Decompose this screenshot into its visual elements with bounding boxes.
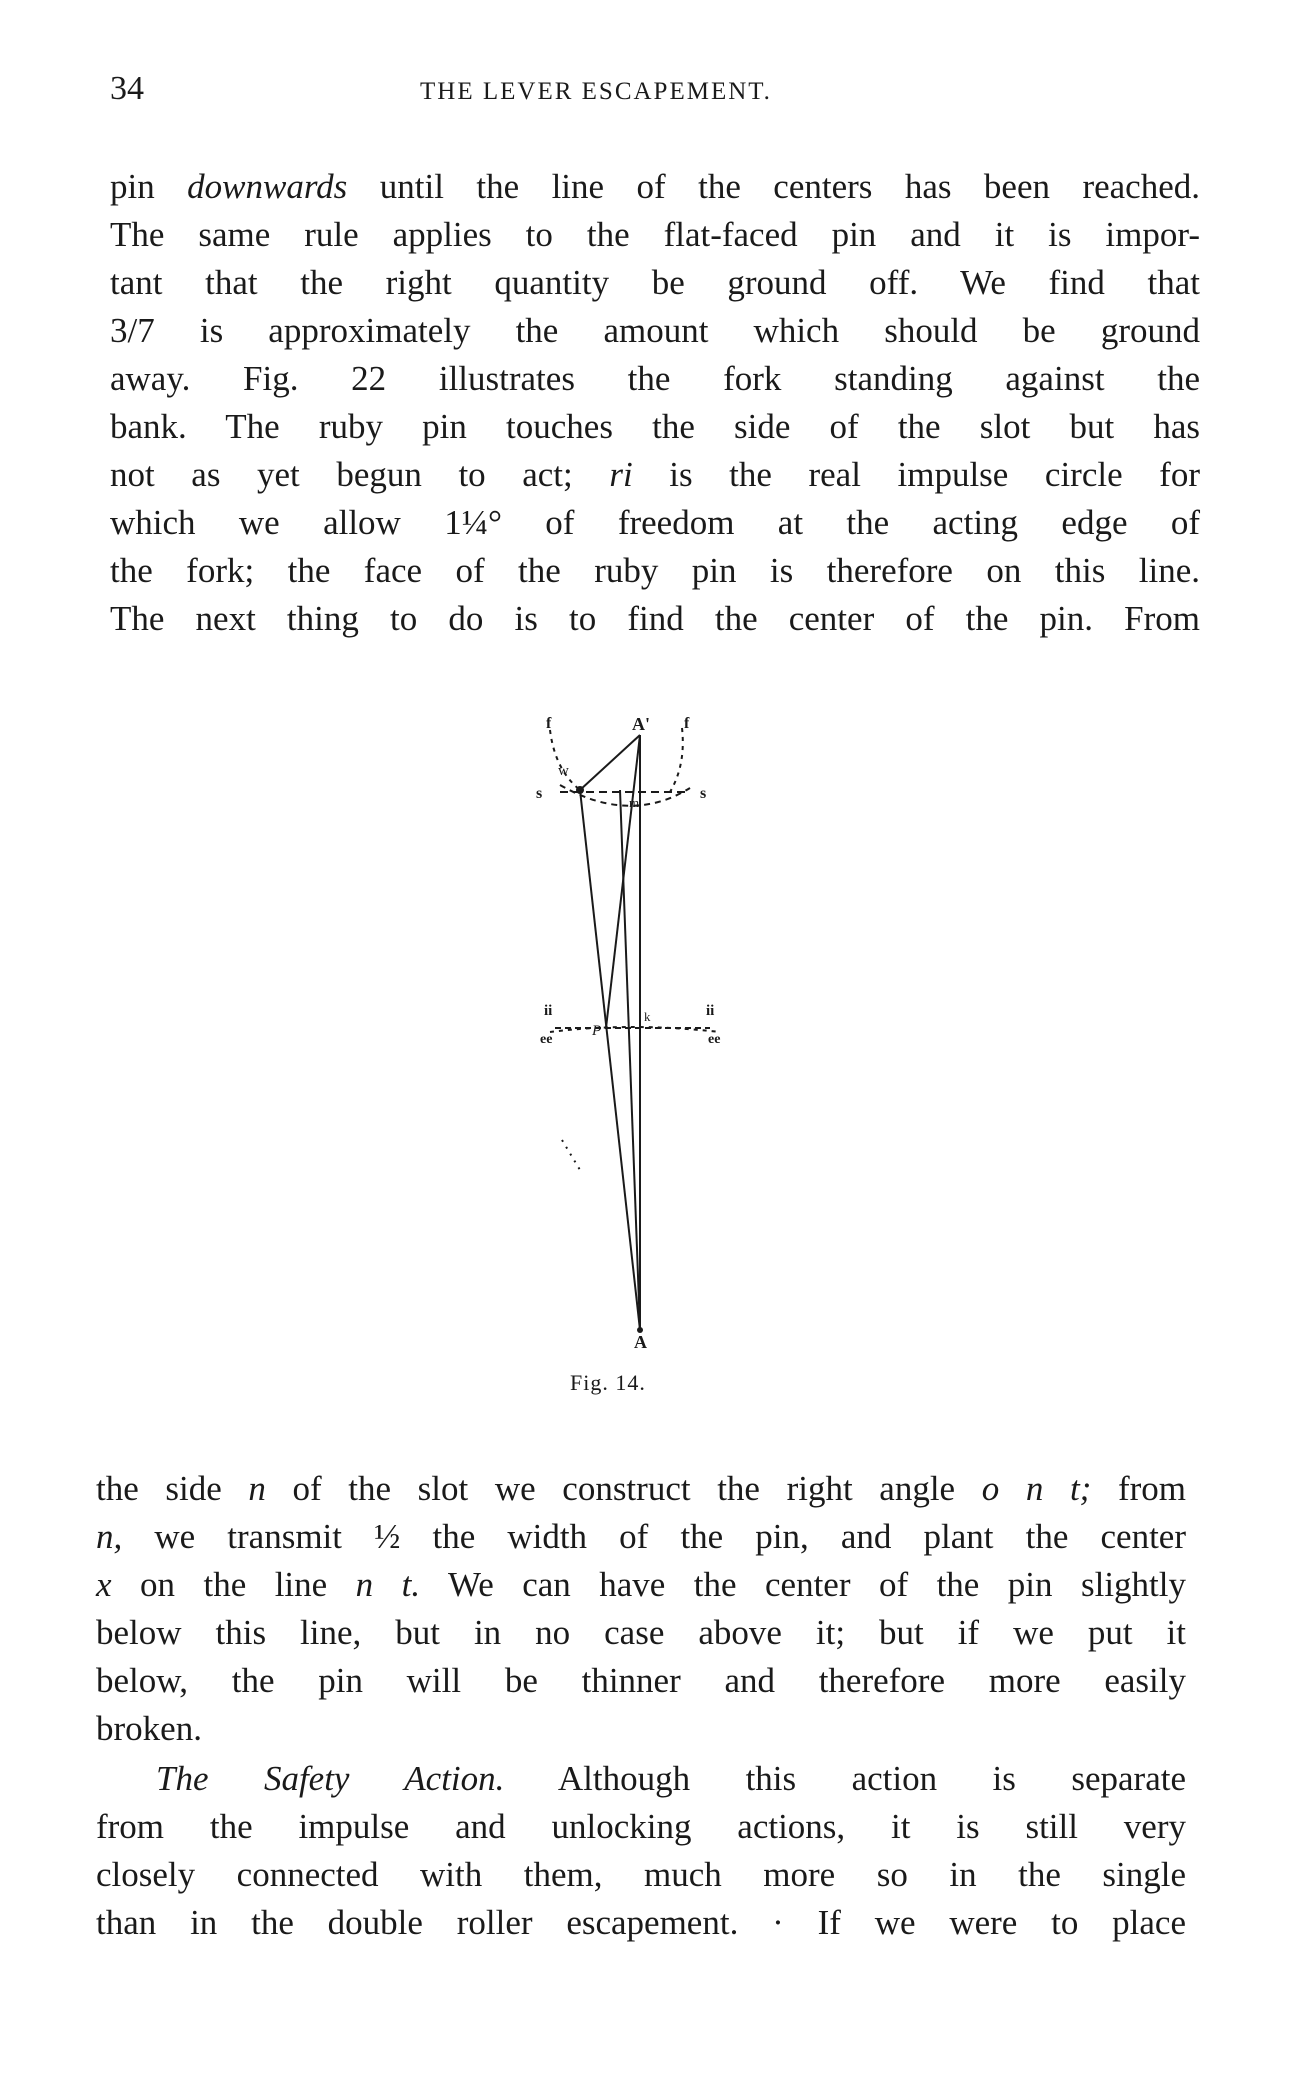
text-line: which we allow 1¼° of freedom at the acting edge of	[110, 503, 1200, 542]
text-line: The next thing to do is to find the center of the pin. From	[110, 599, 1200, 638]
paragraph-2	[96, 1465, 1186, 1753]
right-upper-arc	[670, 728, 683, 792]
upper-left-line	[580, 735, 640, 790]
label-a: A	[634, 1332, 647, 1350]
label-k: k	[644, 1009, 651, 1024]
text-line: below this line, but in no case above it; but if we put it	[96, 1613, 1186, 1652]
label-ee-right: ee	[708, 1032, 721, 1047]
text-line: n, we transmit ½ the width of the pin, and plant the center	[96, 1517, 1186, 1556]
label-f-right: f	[684, 715, 690, 732]
label-ii-right: ii	[706, 1003, 715, 1019]
section-heading: The Safety Action.	[156, 1759, 505, 1798]
page-number: 34	[110, 70, 144, 107]
label-p: P	[592, 1023, 602, 1039]
label-s-left: s	[536, 785, 543, 802]
paragraph-3	[96, 1755, 1186, 1947]
italic-term: n,	[96, 1517, 123, 1556]
italic-term: downwards	[187, 167, 348, 206]
dot-hint	[562, 1140, 580, 1170]
label-f-left: f	[546, 715, 552, 732]
text-line: The Safety Action. Although this action is separate	[156, 1759, 1186, 1798]
italic-term: x	[96, 1565, 112, 1604]
label-w: w	[558, 763, 569, 779]
label-ee-left: ee	[540, 1032, 553, 1047]
page-header	[110, 70, 1210, 120]
paragraph-1	[110, 163, 1200, 643]
text-line: pin downwards until the line of the centers has been reached.	[110, 167, 1200, 206]
italic-term: ri	[609, 455, 633, 494]
text-line: 3/7 is approximately the amount which should be ground	[110, 311, 1200, 350]
label-ii-left: ii	[544, 1003, 553, 1019]
text-line: below, the pin will be thinner and therefore more easily	[96, 1661, 1186, 1700]
point-w	[576, 786, 584, 794]
text-line: The same rule applies to the flat-faced pin and it is impor-	[110, 215, 1200, 254]
label-m: m	[629, 795, 640, 810]
text-line: x on the line n t. We can have the center of the pin slightly	[96, 1565, 1187, 1604]
figure-14	[520, 710, 770, 1350]
label-a-prime: A'	[632, 714, 650, 734]
left-upper-arc	[550, 730, 580, 790]
italic-term: n	[248, 1469, 266, 1508]
figure-14-diagram	[520, 710, 770, 1350]
text-line: bank. The ruby pin touches the side of the slot but has	[110, 407, 1200, 446]
italic-term: o n t;	[981, 1469, 1092, 1508]
text-line: away. Fig. 22 illustrates the fork standing against the	[110, 359, 1200, 398]
text-line: from the impulse and unlocking actions, it is still very	[96, 1807, 1186, 1846]
figure-caption: Fig. 14.	[570, 1370, 646, 1395]
text-line: not as yet begun to act; ri is the real impulse circle for	[110, 455, 1200, 494]
text-line: tant that the right quantity be ground off. We find that	[110, 263, 1200, 302]
text-line: than in the double roller escapement. · If we were to place	[96, 1903, 1186, 1942]
text-line: the side n of the slot we construct the right angle o n t; from	[96, 1469, 1186, 1508]
text-line: broken.	[96, 1709, 202, 1748]
running-head: THE LEVER ESCAPEMENT.	[420, 78, 772, 105]
italic-term: n t.	[355, 1565, 421, 1604]
label-s-right: s	[700, 785, 707, 802]
text-line: closely connected with them, much more so in the single	[96, 1855, 1186, 1894]
text-line: the fork; the face of the ruby pin is therefore on this line.	[110, 551, 1200, 590]
